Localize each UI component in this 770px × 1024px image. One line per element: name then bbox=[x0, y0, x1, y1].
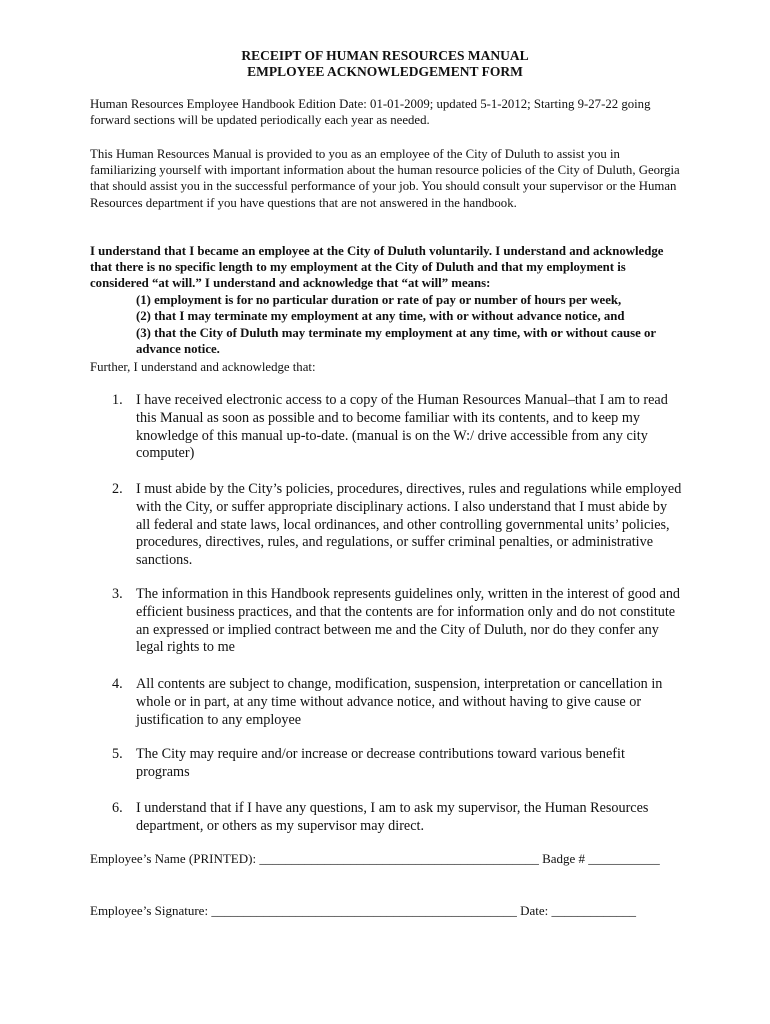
further-acknowledge-text: Further, I understand and acknowledge that: bbox=[90, 360, 316, 374]
at-will-point: (1) employment is for no particular duration or rate of pay or number of hours per week, bbox=[136, 293, 622, 307]
form-title-line1: RECEIPT OF HUMAN RESOURCES MANUAL bbox=[241, 48, 529, 63]
list-item-number: 2. bbox=[112, 481, 123, 497]
badge-blank[interactable]: ___________ bbox=[588, 851, 660, 866]
handbook-edition-text: Human Resources Employee Handbook Edition Date: 01-01-2009; updated 5-1-2012; Starting 9-27-22 going forward sections will be updated periodically each year as needed. bbox=[90, 97, 651, 128]
employee-signature-row bbox=[90, 903, 690, 919]
date-blank[interactable]: _____________ bbox=[551, 903, 636, 918]
at-will-point: (3) that the City of Duluth may terminate my employment at any time, with or without cause or advance notice. bbox=[136, 325, 656, 357]
list-item-text: The City may require and/or increase or decrease contributions toward various benefit programs bbox=[136, 746, 625, 780]
employee-signature-blank[interactable]: _______________________________________________ bbox=[211, 903, 517, 918]
list-item-number: 3. bbox=[112, 586, 123, 602]
list-item-text: I understand that if I have any questions, I am to ask my supervisor, the Human Resources department, or others as my supervisor may direct. bbox=[136, 800, 649, 834]
list-item-number: 1. bbox=[112, 392, 123, 408]
form-title-line2: EMPLOYEE ACKNOWLEDGEMENT FORM bbox=[247, 64, 523, 79]
list-item-number: 4. bbox=[112, 676, 123, 692]
intro-paragraph: This Human Resources Manual is provided to you as an employee of the City of Duluth to assist you in familiarizing yourself with important information about the human resource policies of the City of Duluth, Georgia that should assist you in the successful performance of your job. You should consult your supervisor or the Human Resources department if you have questions that are not answered in the handbook. bbox=[90, 147, 680, 210]
list-item-number: 6. bbox=[112, 800, 123, 816]
at-will-statement: I understand that I became an employee at the City of Duluth voluntarily. I understand and acknowledge that there is no specific length to my employment at the City of Duluth and that my employment is considered “at will.” I understand and acknowledge that “at will” means: bbox=[90, 244, 664, 291]
badge-label: Badge # bbox=[542, 851, 586, 866]
employee-name-blank[interactable]: ___________________________________________ bbox=[259, 851, 539, 866]
employee-name-label: Employee’s Name (PRINTED): bbox=[90, 851, 257, 866]
list-item-text: All contents are subject to change, modification, suspension, interpretation or cancellation in whole or in part, at any time without advance notice, and without having to give cause or justification to any employee bbox=[136, 676, 663, 728]
list-item-text: I have received electronic access to a copy of the Human Resources Manual–that I am to read this Manual as soon as possible and to become familiar with its contents, and to keep my knowledge of this manual up-to-date. (manual is on the W:/ drive accessible from any city computer) bbox=[136, 392, 668, 462]
at-will-point: (2) that I may terminate my employment at any time, with or without advance notice, and bbox=[136, 309, 625, 324]
list-item-text: I must abide by the City’s policies, procedures, directives, rules and regulations while employed with the City, or suffer appropriate disciplinary actions. I also understand that I must abide by all federal and state laws, local ordinances, and other controlling governmental units’ policies, procedures, directives, rules, and regulations, or suffer criminal penalties, or administrative sanctions. bbox=[136, 481, 682, 569]
list-item-text: The information in this Handbook represents guidelines only, written in the interest of good and efficient business practices, and that the contents are for information only and do not constitute an expressed or implied contract between me and the City of Duluth, nor do they confer any legal rights to me bbox=[136, 586, 681, 656]
employee-signature-label: Employee’s Signature: bbox=[90, 903, 209, 918]
at-will-points bbox=[136, 292, 696, 358]
date-label: Date: bbox=[520, 903, 549, 918]
list-item-number: 5. bbox=[112, 746, 123, 762]
employee-name-row bbox=[90, 851, 690, 867]
